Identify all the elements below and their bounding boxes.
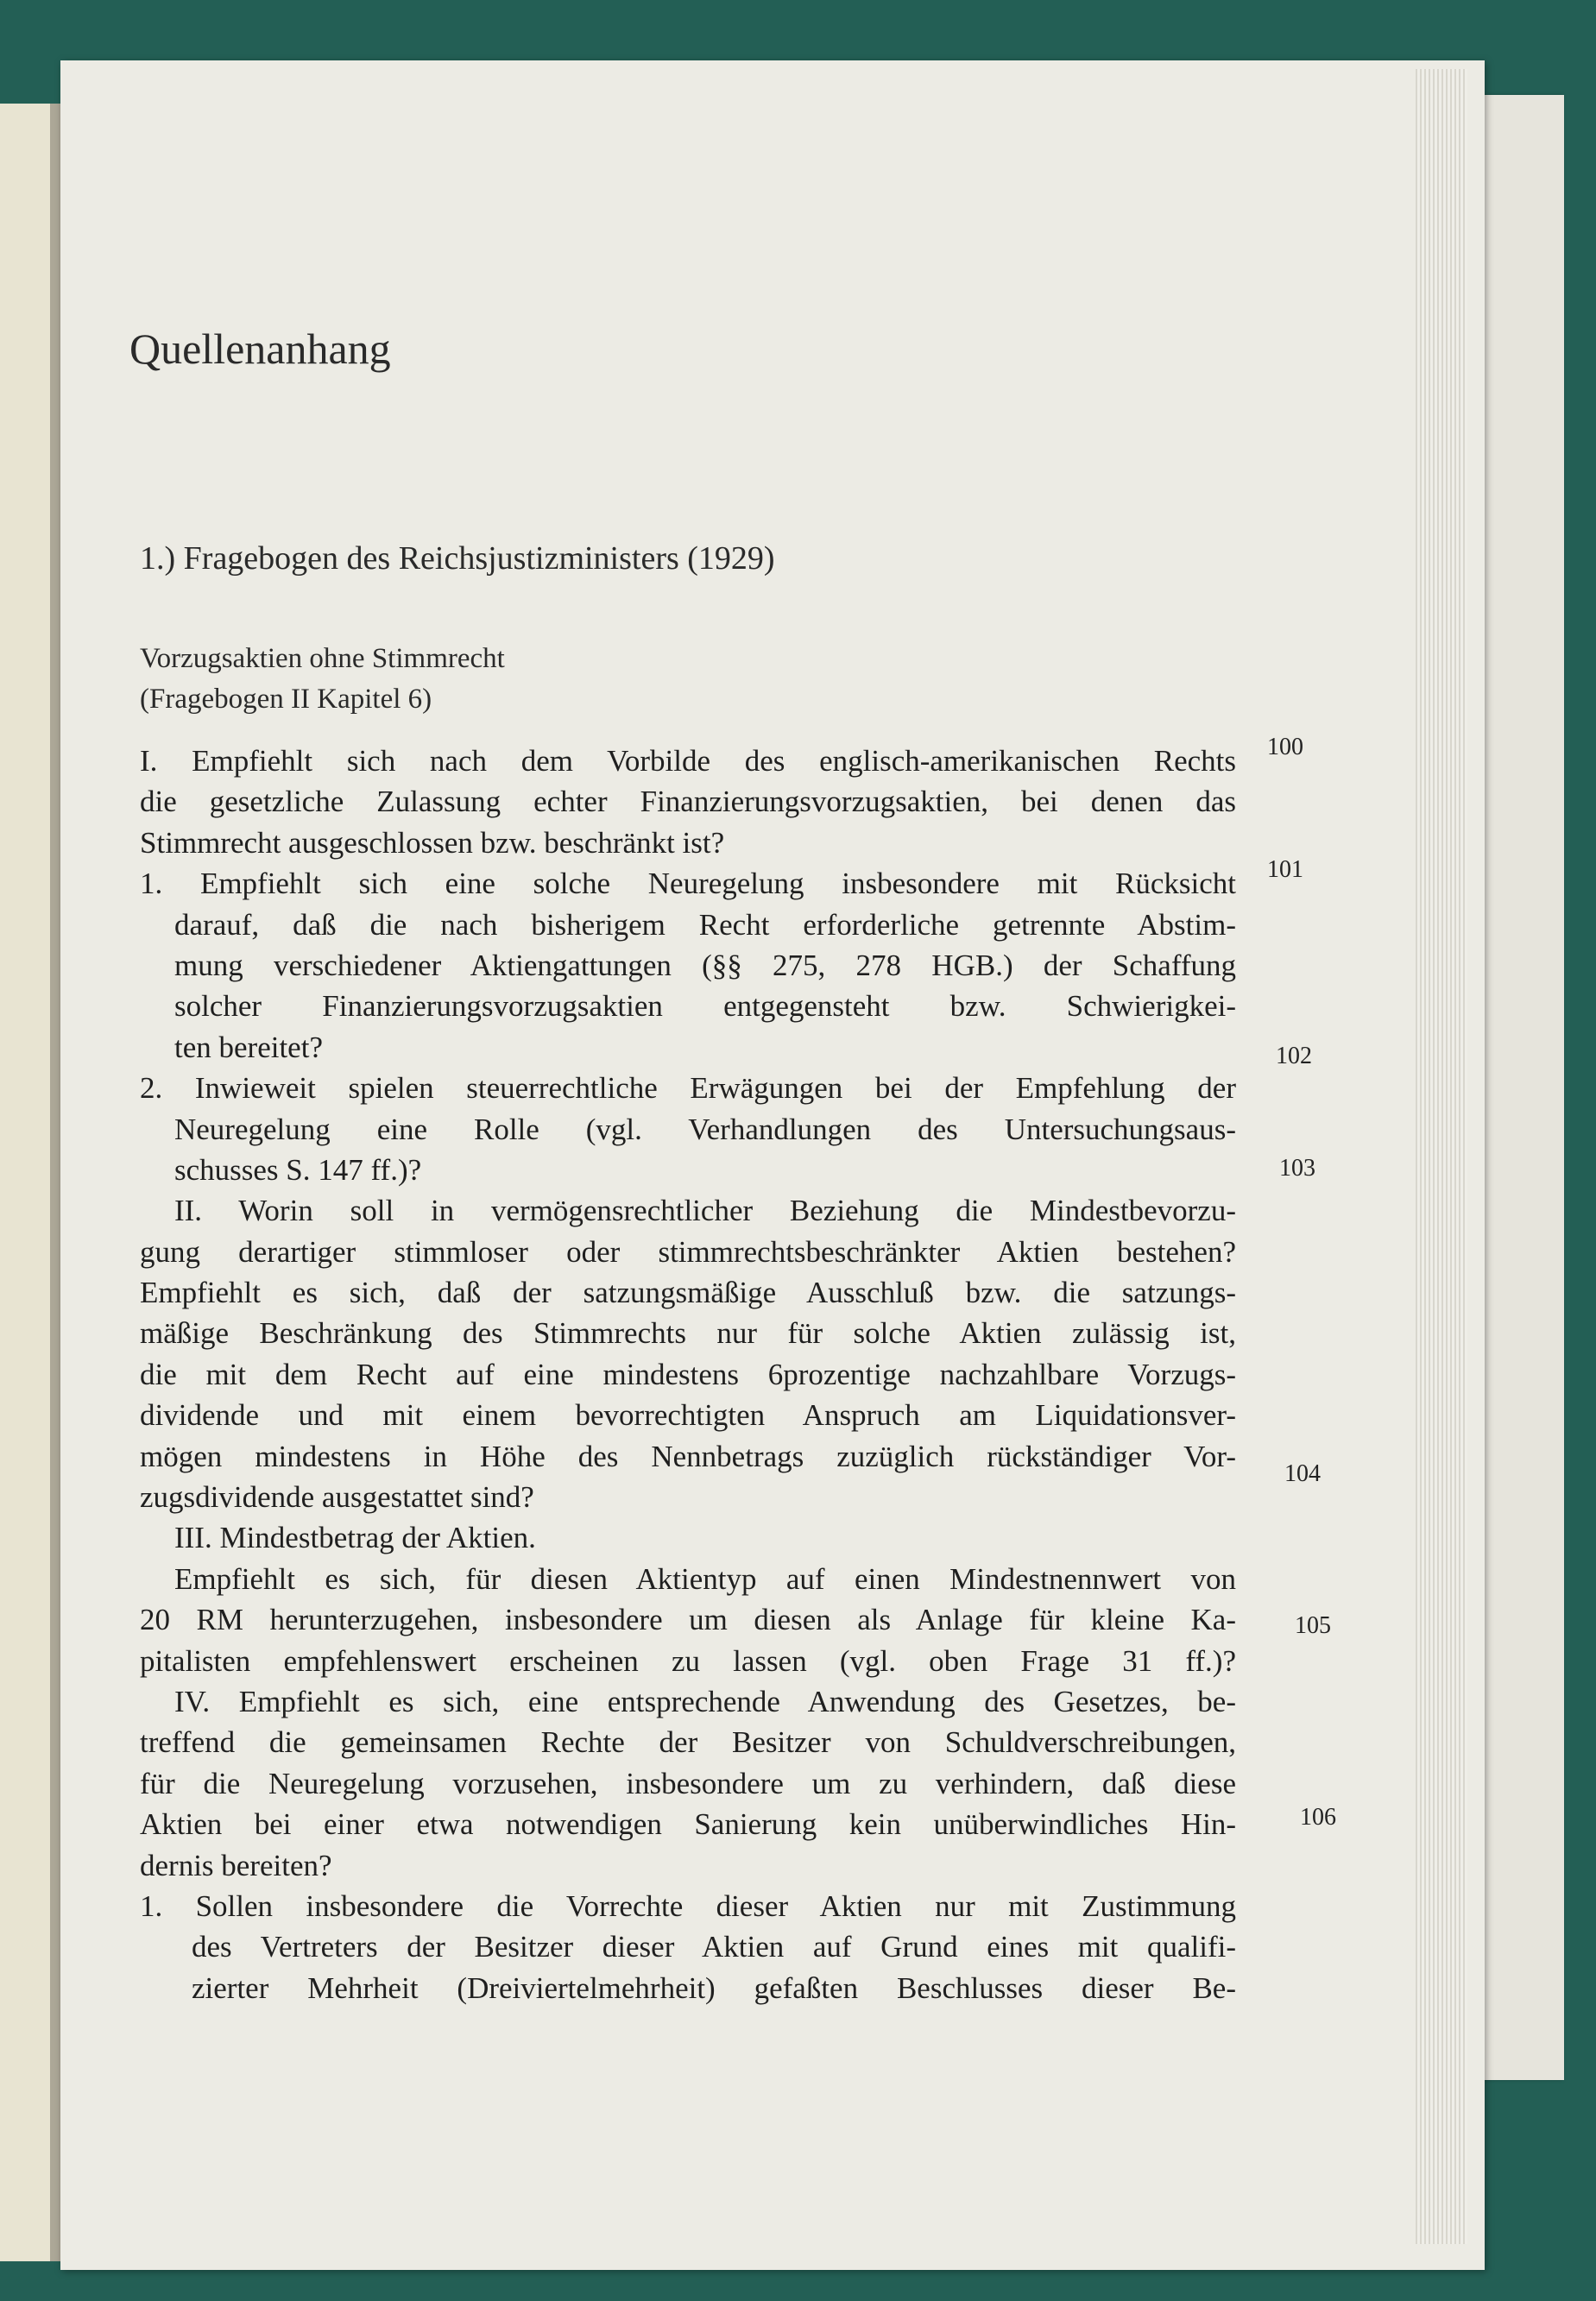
section-title: Quellenanhang bbox=[129, 325, 391, 373]
margin-number: 100 bbox=[1267, 734, 1303, 760]
text-line: pitalisten empfehlenswert erscheinen zu lassen (vgl. oben Frage 31 ff.)? bbox=[140, 1643, 1236, 1678]
text-line: Empfiehlt es sich, daß der satzungsmäßige Ausschluß bzw. die satzungs- bbox=[140, 1276, 1236, 1310]
questionnaire-heading: 1.) Fragebogen des Reichsjustizministers (1929) bbox=[140, 540, 775, 577]
text-line: III. Mindestbetrag der Aktien. bbox=[174, 1521, 536, 1555]
text-line: gung derartiger stimmloser oder stimmrechtsbeschränkter Aktien bestehen? bbox=[140, 1234, 1236, 1269]
text-line: 1. Empfiehlt sich eine solche Neuregelung insbesondere mit Rücksicht bbox=[140, 867, 1236, 901]
text-line: 2. Inwieweit spielen steuerrechtliche Erwägungen bei der Empfehlung der bbox=[140, 1071, 1236, 1106]
text-line: Aktien bei einer etwa notwendigen Sanierung kein unüberwindliches Hin- bbox=[140, 1807, 1236, 1842]
text-line: dernis bereiten? bbox=[140, 1848, 332, 1882]
text-line: Stimmrecht ausgeschlossen bzw. beschränkt ist? bbox=[140, 825, 725, 860]
text-line: Empfiehlt es sich, für diesen Aktientyp auf einen Mindestnennwert von bbox=[174, 1561, 1236, 1596]
text-line: Neuregelung eine Rolle (vgl. Verhandlungen des Untersuchungsaus- bbox=[174, 1112, 1236, 1146]
text-line: dividende und mit einem bevorrechtigten Anspruch am Liquidationsver- bbox=[140, 1398, 1236, 1433]
text-line: die mit dem Recht auf eine mindestens 6prozentige nachzahlbare Vorzugs- bbox=[140, 1357, 1236, 1391]
text-line: zugsdividende ausgestattet sind? bbox=[140, 1480, 534, 1515]
text-line: 1. Sollen insbesondere die Vorrechte dieser Aktien nur mit Zustimmung bbox=[140, 1888, 1236, 1923]
margin-number: 106 bbox=[1300, 1804, 1336, 1831]
text-line: I. Empfiehlt sich nach dem Vorbilde des englisch-amerikanischen Rechts bbox=[140, 744, 1236, 778]
text-line: des Vertreters der Besitzer dieser Aktien auf Grund eines mit qualifi- bbox=[192, 1930, 1236, 1964]
text-line: ten bereitet? bbox=[174, 1030, 323, 1064]
text-line: die gesetzliche Zulassung echter Finanzierungsvorzugsaktien, bei denen das bbox=[140, 785, 1236, 819]
margin-number: 102 bbox=[1276, 1043, 1312, 1069]
subheading-preferred-shares: Vorzugsaktien ohne Stimmrecht bbox=[140, 643, 505, 674]
text-line: mögen mindestens in Höhe des Nennbetrags zuzüglich rückständiger Vor- bbox=[140, 1439, 1236, 1473]
text-line: schusses S. 147 ff.)? bbox=[174, 1152, 422, 1187]
text-line: mäßige Beschränkung des Stimmrechts nur für solche Aktien zulässig ist, bbox=[140, 1316, 1236, 1351]
page-stack-edges bbox=[1416, 69, 1467, 2244]
text-line: solcher Finanzierungsvorzugsaktien entgegensteht bzw. Schwierigkei- bbox=[174, 989, 1236, 1024]
margin-number: 105 bbox=[1295, 1612, 1331, 1639]
subheading-questionnaire-ref: (Fragebogen II Kapitel 6) bbox=[140, 684, 432, 715]
margin-number: 103 bbox=[1279, 1155, 1315, 1182]
margin-number: 104 bbox=[1284, 1460, 1321, 1487]
text-line: treffend die gemeinsamen Rechte der Besitzer von Schuldverschreibungen, bbox=[140, 1725, 1236, 1760]
text-line: 20 RM herunterzugehen, insbesondere um diesen als Anlage für kleine Ka- bbox=[140, 1603, 1236, 1637]
text-line: zierter Mehrheit (Dreiviertelmehrheit) gefaßten Beschlusses dieser Be- bbox=[192, 1970, 1236, 2005]
text-line: II. Worin soll in vermögensrechtlicher Beziehung die Mindestbevorzu- bbox=[174, 1194, 1236, 1228]
text-line: mung verschiedener Aktiengattungen (§§ 275, 278 HGB.) der Schaffung bbox=[174, 948, 1236, 982]
text-line: für die Neuregelung vorzusehen, insbesondere um zu verhindern, daß diese bbox=[140, 1766, 1236, 1800]
text-line: darauf, daß die nach bisherigem Recht erforderliche getrennte Abstim- bbox=[174, 907, 1236, 942]
margin-number: 101 bbox=[1267, 856, 1303, 883]
text-line: IV. Empfiehlt es sich, eine entsprechende Anwendung des Gesetzes, be- bbox=[174, 1684, 1236, 1718]
body-text bbox=[140, 741, 1236, 2008]
